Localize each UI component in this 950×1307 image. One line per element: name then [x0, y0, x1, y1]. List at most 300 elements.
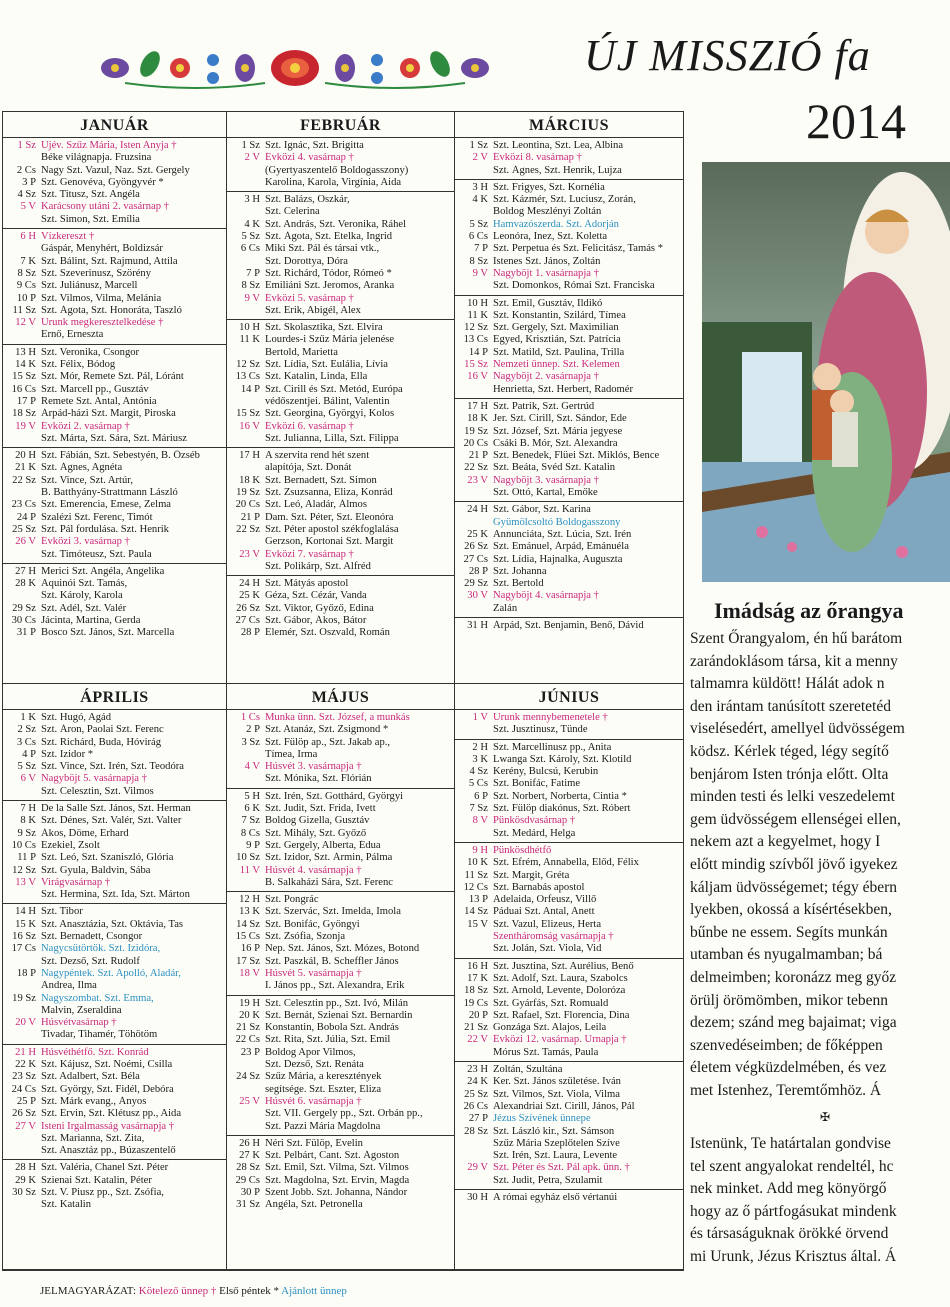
day-saints: Lourdes-i Szűz Mária jelenése: [265, 334, 395, 346]
day-row: [3, 749, 226, 761]
prayer-line: mi Urunk, Jézus Krisztus által. Á: [690, 1248, 897, 1266]
day-saints: Szt. Márk evang., Ányos: [41, 1095, 147, 1107]
day-number: [455, 931, 493, 943]
day-saints: Húsvéthétfő. Szt. Konrád: [41, 1046, 149, 1058]
day-number: [227, 1084, 265, 1096]
day-number: [3, 1029, 41, 1041]
day-row: [455, 475, 683, 487]
day-row: [227, 243, 454, 255]
day-row: [227, 475, 454, 487]
week-block: [455, 180, 683, 296]
day-row: [227, 1121, 454, 1133]
month-block: [227, 684, 455, 1270]
day-row: [455, 371, 683, 383]
day-number: 26 V: [15, 536, 36, 548]
week-block: [455, 740, 683, 843]
day-saints: Nagyböjt 3. vasárnapja †: [493, 474, 599, 486]
day-row: [455, 165, 683, 177]
month-name: JÚNIUS: [455, 684, 683, 710]
day-row: [455, 712, 683, 724]
day-saints: Nagyböjt 2. vasárnapja †: [493, 371, 599, 383]
day-row: [227, 980, 454, 992]
day-number: 20 Cs: [235, 499, 260, 511]
day-number: [455, 603, 493, 615]
day-saints: Szt. Adolf, Szt. Laura, Szabolcs: [493, 972, 628, 984]
day-saints: Szt. Szeverinusz, Szörény: [41, 267, 152, 279]
day-row: [455, 438, 683, 450]
day-number: 25 K: [239, 590, 260, 602]
day-number: 12 H: [239, 894, 260, 906]
day-saints: Szt. Emil, Szt. Vilma, Szt. Vilmos: [265, 1162, 409, 1174]
day-number: 7 K: [20, 255, 36, 267]
day-saints: Szt. Katalin, Linda, Ella: [265, 371, 368, 383]
day-row: [3, 475, 226, 487]
day-number: 14 P: [468, 346, 488, 358]
day-number: 23 Cs: [11, 499, 36, 511]
day-number: [227, 256, 265, 268]
day-row: [455, 882, 683, 894]
day-number: 13 P: [468, 894, 488, 906]
day-saints: Ker. Szt. János születése. Iván: [493, 1076, 621, 1088]
day-number: 28 H: [15, 1162, 36, 1174]
day-saints: Húsvét 6. vasárnapja †: [265, 1095, 362, 1107]
day-saints: Aquinói Szt. Tamás,: [41, 578, 128, 590]
day-saints: Szt. Kájusz, Szt. Noémi, Csilla: [41, 1059, 173, 1071]
legend-obligatory: Kötelező ünnep †: [138, 1285, 217, 1297]
day-saints: Szt. Medárd, Helga: [493, 827, 576, 839]
day-saints: Karolina, Karola, Virgínia, Aida: [265, 176, 402, 188]
day-saints: Géza, Szt. Cézár, Vanda: [265, 590, 367, 602]
day-row: [227, 840, 454, 852]
day-number: 2 H: [472, 741, 488, 753]
day-saints: Szűz Mária, a keresztények: [265, 1071, 382, 1083]
day-row: [3, 1199, 226, 1211]
day-saints: Malvin, Zseraldina: [41, 1004, 122, 1016]
day-row: [3, 865, 226, 877]
day-row: [455, 1192, 683, 1204]
day-saints: Szt. Zsuzsanna, Eliza, Konrád: [265, 487, 393, 499]
prayer-line: talmamra küldött! Hálát adok n: [690, 675, 885, 693]
day-number: 24 Sz: [236, 1071, 260, 1083]
day-number: 27 H: [15, 565, 36, 577]
day-row: [455, 894, 683, 906]
day-row: [455, 140, 683, 152]
day-saints: Húsvét 3. vasárnapja †: [265, 761, 362, 773]
day-number: [227, 206, 265, 218]
day-row: [455, 1138, 683, 1150]
day-saints: Szt. Magdolna, Szt. Ervin, Magda: [265, 1174, 410, 1186]
day-row: [455, 1113, 683, 1125]
legend-first-friday: Első péntek *: [219, 1285, 279, 1297]
day-row: [455, 310, 683, 322]
day-saints: Bosco Szt. János, Szt. Marcella: [41, 627, 175, 639]
day-number: 28 P: [468, 565, 488, 577]
month-block: [3, 684, 227, 1270]
day-saints: Szt. Bernadett, Szt. Simon: [265, 474, 377, 486]
day-number: [455, 724, 493, 736]
day-number: 23 H: [467, 1064, 488, 1076]
day-saints: Urunk megkeresztelkedése †: [41, 317, 164, 329]
day-saints: Szt. Zsófia, Szonja: [265, 931, 346, 943]
day-saints: Szt. Mihály, Szt. Győző: [265, 827, 367, 839]
day-row: [455, 603, 683, 615]
day-number: [227, 980, 265, 992]
day-number: 28 Sz: [464, 1125, 488, 1137]
day-number: 25 Sz: [464, 1088, 488, 1100]
day-row: [227, 1175, 454, 1187]
prayer-line: delmeimben; koronázz meg győz: [690, 968, 897, 986]
day-row: [3, 305, 226, 317]
day-saints: Szt. Georgina, Györgyi, Kolos: [265, 408, 395, 420]
day-number: 20 K: [239, 1009, 260, 1021]
day-number: 11 P: [17, 852, 36, 864]
day-number: 6 K: [244, 803, 260, 815]
day-row: [3, 828, 226, 840]
week-block: [3, 904, 226, 1044]
day-saints: Szt. Norbert, Norberta, Cintia *: [493, 790, 627, 802]
week-block: [455, 710, 683, 740]
day-row: [227, 305, 454, 317]
day-number: 29 Cs: [235, 1174, 260, 1186]
day-row: [227, 194, 454, 206]
day-saints: Évközi 2. vasárnap †: [41, 420, 130, 432]
day-row: [227, 152, 454, 164]
day-number: 31 P: [16, 627, 36, 639]
day-number: 10 K: [467, 857, 488, 869]
day-row: [3, 840, 226, 852]
day-row: [3, 968, 226, 980]
day-row: [227, 1096, 454, 1108]
day-number: 14 P: [240, 383, 260, 395]
day-number: 1 K: [20, 712, 36, 723]
day-number: 5 Cs: [468, 778, 488, 790]
day-saints: Szt. Judit, Szt. Frida, Ivett: [265, 803, 376, 815]
day-saints: Szt. Anasztáz pp., Búzaszentelő: [41, 1145, 176, 1157]
day-number: 1 Sz: [241, 140, 260, 151]
day-row: [455, 742, 683, 754]
day-row: [227, 1108, 454, 1120]
day-saints: Évközi 4. vasárnap †: [265, 152, 354, 164]
day-number: 18 Sz: [464, 985, 488, 997]
day-row: [455, 426, 683, 438]
day-row: [227, 396, 454, 408]
day-number: [227, 396, 265, 408]
day-number: 10 Cs: [11, 839, 36, 851]
day-row: [455, 778, 683, 790]
day-number: 2 Sz: [17, 724, 36, 736]
week-block: [3, 801, 226, 904]
day-number: 8 Sz: [241, 280, 260, 292]
day-saints: Szt. Cirill és Szt. Metód, Európa: [265, 383, 403, 395]
day-saints: Szt. Johanna: [493, 565, 547, 577]
day-number: [3, 786, 41, 798]
day-row: [3, 421, 226, 433]
day-number: 11 Sz: [464, 869, 488, 881]
day-saints: Szt. Celesztin pp., Szt. Ivó, Milán: [265, 997, 409, 1009]
day-saints: Jer. Szt. Cirill, Szt. Sándor, Ede: [493, 413, 627, 425]
day-number: 4 Sz: [469, 766, 488, 778]
day-saints: Elemér, Szt. Oszvald, Román: [265, 627, 390, 639]
day-saints: Szt. Vilmos, Szt. Viola, Vilma: [493, 1088, 620, 1100]
day-saints: Szt. Lídia, Hajnalka, Auguszta: [493, 553, 623, 565]
day-row: [227, 280, 454, 292]
day-saints: Urunk mennybemenetele †: [493, 712, 608, 723]
day-saints: (Gyertyaszentelő Boldogasszony): [265, 164, 409, 176]
day-saints: Szt. József, Szt. Mária jegyese: [493, 425, 623, 437]
day-saints: Évközi 8. vasárnap †: [493, 152, 582, 164]
day-number: 31 H: [467, 619, 488, 631]
day-saints: alapítója, Szt. Donát: [265, 462, 352, 474]
day-number: 17 Sz: [236, 955, 260, 967]
day-saints: Szt. Julianna, Lilla, Szt. Filippa: [265, 432, 399, 444]
day-number: 25 P: [16, 1095, 36, 1107]
legend: [40, 1285, 347, 1297]
day-saints: Annunciáta, Szt. Lúcia, Szt. Irén: [493, 528, 632, 540]
day-number: 17 K: [467, 972, 488, 984]
day-number: [3, 1199, 41, 1211]
day-row: [3, 906, 226, 918]
day-saints: Nagyböjt 5. vasárnapja †: [41, 773, 147, 785]
day-row: [455, 194, 683, 206]
day-number: 27 P: [468, 1113, 488, 1125]
day-row: [227, 749, 454, 761]
day-row: [3, 590, 226, 602]
day-row: [227, 293, 454, 305]
day-saints: Andrea, Ilma: [41, 980, 97, 992]
day-row: [227, 1187, 454, 1199]
day-saints: Szt. Dorottya, Dóra: [265, 255, 348, 267]
guardian-angel-picture: [702, 162, 950, 582]
day-saints: Húsvét 4. vasárnapja †: [265, 864, 362, 876]
day-saints: Néri Szt. Fülöp, Evelin: [265, 1137, 363, 1149]
day-saints: Szt. VII. Gergely pp., Szt. Orbán pp.,: [265, 1108, 423, 1120]
day-saints: Szt. Mónika, Szt. Flórián: [265, 773, 372, 785]
day-saints: Szt. Emánuel, Árpád, Emánuéla: [493, 541, 629, 553]
day-number: 21 H: [15, 1046, 36, 1058]
day-saints: Boldog Meszlényi Zoltán: [493, 206, 602, 218]
day-number: 23 P: [240, 1046, 260, 1058]
day-row: [455, 803, 683, 815]
day-saints: Szt. László kir., Szt. Sámson: [493, 1125, 615, 1137]
day-row: [227, 549, 454, 561]
day-saints: Szt. Atanáz, Szt. Zsigmond *: [265, 724, 389, 736]
day-number: 3 Cs: [16, 736, 36, 748]
day-number: 13 Cs: [463, 334, 488, 346]
day-row: [3, 214, 226, 226]
day-row: [3, 384, 226, 396]
day-number: 4 K: [472, 194, 488, 206]
day-row: [3, 919, 226, 931]
day-number: [3, 214, 41, 226]
day-row: [455, 322, 683, 334]
day-number: 13 H: [15, 346, 36, 358]
day-number: 17 P: [16, 395, 36, 407]
day-number: 23 Sz: [12, 1071, 36, 1083]
day-number: [3, 329, 41, 341]
prayer-line: tel szent angyalokat rendeltél, hc: [690, 1157, 894, 1175]
day-row: [3, 1059, 226, 1071]
day-saints: Évközi 7. vasárnap †: [265, 548, 354, 560]
day-row: [3, 396, 226, 408]
day-row: [3, 371, 226, 383]
day-saints: Páduai Szt. Antal, Anett: [493, 906, 595, 918]
day-row: [455, 1010, 683, 1022]
day-saints: Szt. Dénes, Szt. Valér, Szt. Valter: [41, 815, 182, 827]
day-number: 12 Sz: [12, 864, 36, 876]
day-number: 10 H: [467, 297, 488, 309]
day-number: [227, 433, 265, 445]
day-row: [3, 578, 226, 590]
calendar-grid: [2, 111, 684, 1271]
day-saints: Nagy Szt. Vazul, Naz. Szt. Gergely: [41, 164, 190, 176]
day-row: [455, 152, 683, 164]
day-number: 6 Cs: [468, 231, 488, 243]
day-saints: Szt. Richárd, Buda, Hóvirág: [41, 736, 162, 748]
day-row: [3, 243, 226, 255]
day-row: [455, 450, 683, 462]
day-row: [227, 487, 454, 499]
prayer-line: örülj örömömben, mikor tebenn: [690, 991, 889, 1009]
day-row: [3, 462, 226, 474]
day-number: 9 Sz: [17, 827, 36, 839]
day-number: 28 P: [240, 627, 260, 639]
day-row: [3, 931, 226, 943]
day-saints: Szt. Katalin: [41, 1199, 92, 1211]
day-row: [3, 877, 226, 889]
day-row: [227, 347, 454, 359]
day-saints: Szt. Kázmér, Szt. Luciusz, Zorán,: [493, 194, 636, 206]
day-row: [227, 499, 454, 511]
day-number: 22 Sz: [12, 474, 36, 486]
day-saints: Csáki B. Mór, Szt. Alexandra: [493, 437, 618, 449]
day-row: [227, 165, 454, 177]
week-block: [3, 710, 226, 801]
day-saints: Szt. Irén, Szt. Laura, Levente: [493, 1150, 618, 1162]
day-row: [227, 206, 454, 218]
day-row: [227, 828, 454, 840]
day-saints: Angéla, Szt. Petronella: [265, 1199, 363, 1211]
week-block: [455, 1190, 683, 1206]
day-saints: Boldog Apor Vilmos,: [265, 1046, 356, 1058]
day-number: 16 Sz: [12, 931, 36, 943]
day-number: 22 V: [467, 1034, 488, 1046]
day-row: [455, 1064, 683, 1076]
day-saints: Árpád-házi Szt. Margit, Piroska: [41, 408, 176, 420]
day-row: [455, 280, 683, 292]
day-number: 10 Sz: [236, 852, 260, 864]
day-row: [3, 712, 226, 724]
day-number: 9 H: [472, 844, 488, 856]
day-row: [3, 152, 226, 164]
day-number: [3, 152, 41, 164]
day-row: [455, 985, 683, 997]
day-number: 30 V: [467, 590, 488, 602]
day-row: [227, 177, 454, 189]
day-number: 8 K: [20, 815, 36, 827]
day-number: [3, 980, 41, 992]
day-saints: Szt. Frigyes, Szt. Kornélia: [493, 181, 605, 193]
day-saints: Szt. Pelbárt, Cant. Szt. Ágoston: [265, 1150, 400, 1162]
day-row: [3, 1108, 226, 1120]
day-row: [455, 487, 683, 499]
week-block: [227, 138, 454, 192]
day-saints: Konstantin, Bobola Szt. András: [265, 1022, 399, 1034]
day-number: [3, 243, 41, 255]
day-number: 15 V: [467, 918, 488, 930]
day-row: [455, 1047, 683, 1059]
day-saints: Gonzága Szt. Alajos, Leila: [493, 1022, 607, 1034]
day-saints: Évközi 3. vasárnap †: [41, 536, 130, 548]
day-row: [3, 1145, 226, 1157]
day-number: [455, 165, 493, 177]
day-number: 10 H: [239, 322, 260, 334]
prayer-line: viselésedért, amellyel üdvösségem: [690, 720, 905, 738]
day-saints: Szt. Vince, Szt. Artúr,: [41, 474, 134, 486]
day-saints: Szt. Vilmos, Vilma, Melánia: [41, 292, 162, 304]
publication-title: ÚJ MISSZIÓ fa: [584, 31, 871, 80]
day-saints: A római egyház első vértanúi: [493, 1191, 618, 1203]
day-row: [227, 1010, 454, 1022]
day-number: 3 P: [22, 176, 36, 188]
day-saints: Szt. Barnabás apostol: [493, 881, 585, 893]
day-number: 15 Sz: [236, 408, 260, 420]
day-saints: Szt. Vazul, Elizeus, Herta: [493, 918, 602, 930]
day-number: 25 V: [239, 1095, 260, 1107]
day-saints: Szt. Gergely, Szt. Maximilian: [493, 322, 619, 334]
day-row: [227, 791, 454, 803]
day-number: 22 Sz: [464, 462, 488, 474]
day-saints: Szt. Ágota, Szt. Honoráta, Taszló: [41, 304, 182, 316]
day-saints: Szt. Ágnes, Agnéta: [41, 462, 123, 474]
day-saints: Szt. Matild, Szt. Paulina, Trilla: [493, 346, 625, 358]
day-number: 21 P: [240, 511, 260, 523]
day-number: 2 V: [472, 152, 488, 164]
prayer-line: ködsz. Kérlek téged, légy segítő: [690, 742, 889, 760]
day-row: [455, 1175, 683, 1187]
prayer-line: káljam üdvösségemet; tégy ébern: [690, 878, 898, 896]
day-saints: Tivadar, Tihamér, Töhötöm: [41, 1029, 158, 1041]
day-saints: Virágvasárnap †: [41, 876, 111, 888]
day-saints: Szt. Bernadett, Csongor: [41, 931, 143, 943]
prayer-line: életem végküzdelmében, és vez: [690, 1059, 887, 1077]
day-number: 9 P: [246, 839, 260, 851]
day-row: [3, 1047, 226, 1059]
day-number: 4 P: [22, 748, 36, 760]
week-block: [227, 710, 454, 789]
day-number: 16 P: [240, 943, 260, 955]
prayer-line: Szent Őrangyalom, én hű barátom: [690, 630, 903, 647]
day-saints: Jézus Szívének ünnepe: [493, 1113, 591, 1125]
day-number: 23 V: [467, 474, 488, 486]
day-row: [227, 877, 454, 889]
day-number: [455, 828, 493, 840]
week-block: [455, 502, 683, 618]
prayer-line: nek minket. Add meg könyörgő: [690, 1180, 887, 1198]
day-number: 1 Sz: [469, 140, 488, 151]
prayer-line: dezem; szánd meg bajaimat; viga: [690, 1014, 897, 1032]
day-number: 9 Cs: [16, 280, 36, 292]
day-saints: Szt. Arnold, Levente, Doloróza: [493, 985, 626, 997]
day-number: 5 Sz: [17, 761, 36, 773]
day-row: [455, 554, 683, 566]
day-saints: Egyed, Krisztián, Szt. Patrícia: [493, 334, 621, 346]
day-row: [227, 919, 454, 931]
day-saints: Nemzeti ünnep. Szt. Kelemen: [493, 359, 620, 371]
day-saints: Szt. Bertold: [493, 578, 544, 590]
day-saints: I. János pp., Szt. Alexandra, Erik: [265, 980, 405, 992]
day-row: [455, 504, 683, 516]
day-number: 8 Sz: [469, 255, 488, 267]
